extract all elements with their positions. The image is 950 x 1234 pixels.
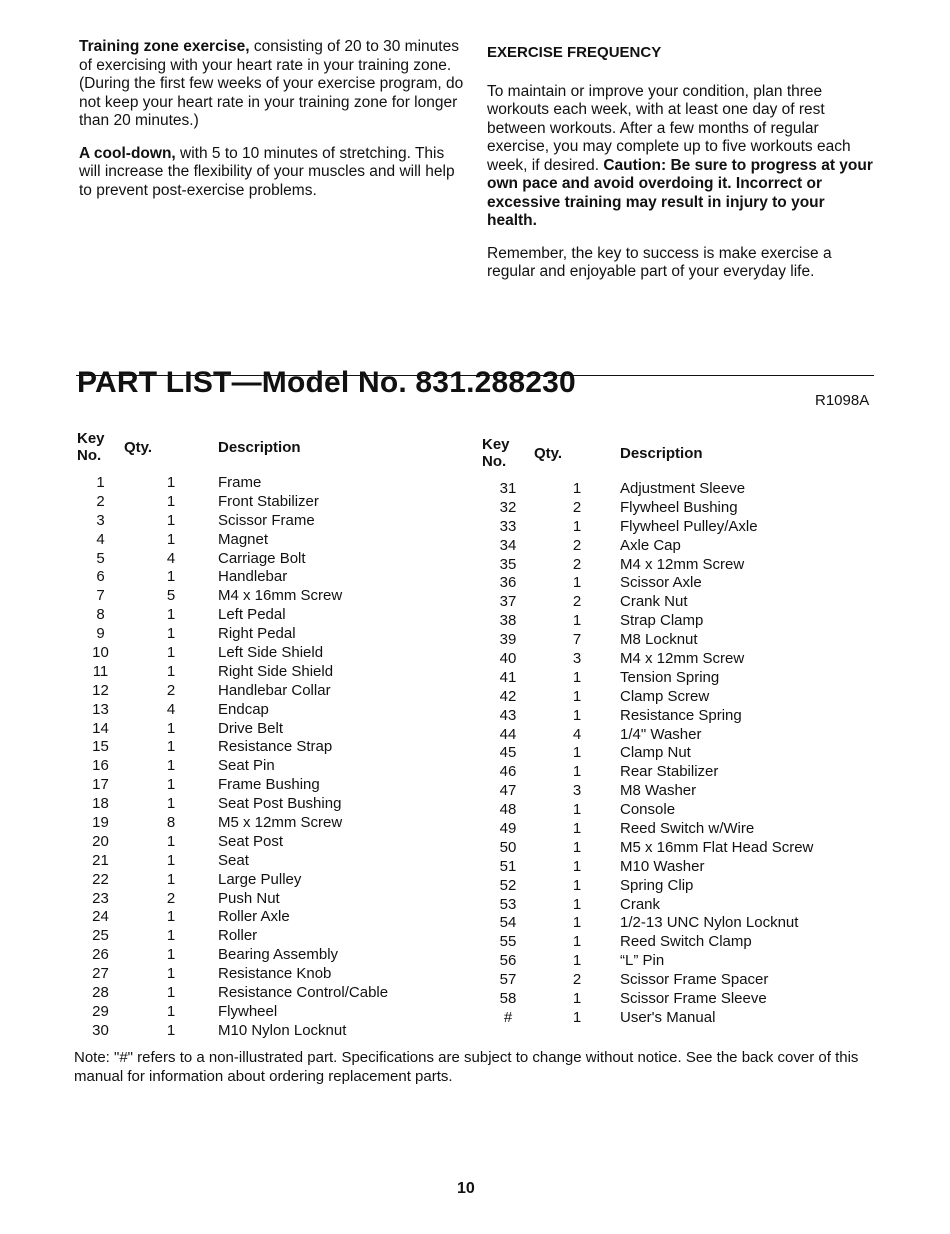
qty-header: Qty. (124, 438, 153, 456)
qty-cell: 1 (572, 989, 582, 1007)
table-row (77, 492, 388, 511)
qty-cell: 8 (166, 813, 176, 831)
cool-down-paragraph (79, 145, 464, 201)
table-row (482, 932, 813, 951)
key-no-header: Key No. (482, 436, 510, 470)
description-cell: Reed Switch w/Wire (620, 819, 755, 837)
table-row (482, 857, 813, 876)
table-row (482, 649, 813, 668)
description-cell: Scissor Axle (620, 574, 702, 592)
key-no-cell: 47 (499, 782, 517, 800)
table-row (482, 895, 813, 914)
description-cell: M10 Nylon Locknut (218, 1021, 347, 1039)
table-row (482, 800, 813, 819)
key-no-cell: 12 (92, 681, 109, 699)
key-no-cell: 18 (92, 795, 109, 813)
description-cell: Handlebar Collar (218, 681, 331, 699)
description-cell: Scissor Frame Sleeve (620, 989, 767, 1007)
table-row (482, 555, 813, 574)
exercise-frequency-heading: EXERCISE FREQUENCY (487, 44, 662, 61)
left-text-column (79, 38, 464, 214)
table-row (482, 876, 813, 895)
key-no-cell: 37 (499, 593, 517, 611)
qty-cell: 1 (572, 801, 582, 819)
description-cell: Tension Spring (620, 668, 720, 686)
description-cell: Resistance Spring (620, 706, 742, 724)
table-row (77, 719, 388, 738)
qty-cell: 1 (166, 511, 176, 529)
key-no-cell: 38 (499, 612, 517, 630)
qty-cell: 1 (166, 643, 176, 661)
key-no-cell: 57 (499, 971, 517, 989)
table-row (77, 737, 388, 756)
qty-cell: 1 (166, 662, 176, 680)
qty-cell: 1 (572, 687, 582, 705)
key-no-cell: 53 (499, 895, 517, 913)
cool-down-text: with 5 to 10 minutes of stretching. This will increase the flexibility of your muscles and will help to prevent post-exercise problems. (79, 144, 455, 199)
table-row (482, 913, 813, 932)
description-cell: Seat Pin (218, 757, 275, 775)
qty-cell: 3 (572, 782, 582, 800)
description-cell: Spring Clip (620, 876, 694, 894)
description-cell: Endcap (218, 700, 269, 718)
table-row (77, 964, 388, 983)
qty-cell: 2 (572, 971, 582, 989)
key-no-cell: 55 (499, 933, 517, 951)
key-no-cell: 42 (499, 687, 517, 705)
qty-cell: 1 (166, 606, 176, 624)
description-cell: Drive Belt (218, 719, 284, 737)
qty-cell: 3 (572, 649, 582, 667)
table-row (77, 549, 388, 568)
description-cell: Large Pulley (218, 870, 302, 888)
key-no-cell: 16 (92, 757, 109, 775)
qty-cell: 1 (166, 795, 176, 813)
key-no-cell: 49 (499, 819, 517, 837)
table-row (77, 586, 388, 605)
description-cell: Adjustment Sleeve (620, 479, 746, 497)
description-cell: Push Nut (218, 889, 280, 907)
table-row (77, 700, 388, 719)
qty-cell: 1 (572, 479, 582, 497)
description-cell: Clamp Nut (620, 744, 691, 762)
key-no-cell: 51 (499, 857, 517, 875)
qty-cell: 1 (166, 1021, 176, 1039)
table-row (77, 832, 388, 851)
qty-cell: 1 (572, 876, 582, 894)
qty-cell: 1 (572, 857, 582, 875)
table-row (482, 743, 813, 762)
key-no-cell: 4 (96, 530, 105, 548)
key-no-cell: 6 (96, 568, 105, 586)
qty-cell: 1 (572, 914, 582, 932)
qty-cell: 1 (166, 946, 176, 964)
table-row (77, 983, 388, 1002)
qty-cell: 2 (572, 555, 582, 573)
key-no-cell: 23 (92, 889, 109, 907)
table-row (77, 775, 388, 794)
qty-cell: 1 (166, 832, 176, 850)
key-no-cell: 21 (92, 851, 109, 869)
table-row (77, 851, 388, 870)
key-no-cell: 10 (92, 643, 109, 661)
description-cell: “L” Pin (620, 952, 665, 970)
qty-header: Qty. (534, 444, 563, 462)
table-row (77, 1021, 388, 1040)
qty-cell: 1 (166, 776, 176, 794)
qty-cell: 1 (572, 706, 582, 724)
qty-cell: 2 (166, 889, 176, 907)
description-header: Description (620, 444, 703, 462)
key-no-cell: 29 (92, 1002, 109, 1020)
table-row (482, 725, 813, 744)
description-cell: Scissor Frame (218, 511, 315, 529)
key-no-cell: 30 (92, 1021, 109, 1039)
key-no-cell: 24 (92, 908, 109, 926)
description-cell: Scissor Frame Spacer (620, 971, 769, 989)
key-no-cell: 26 (92, 946, 109, 964)
table-row (77, 813, 388, 832)
table-row (77, 907, 388, 926)
table-header-row (482, 436, 813, 479)
description-cell: 1/2-13 UNC Nylon Locknut (620, 914, 799, 932)
training-zone-lead: Training zone exercise, (79, 38, 250, 55)
description-cell: Left Pedal (218, 606, 286, 624)
qty-cell: 2 (166, 681, 176, 699)
description-cell: Clamp Screw (620, 687, 710, 705)
table-row (77, 643, 388, 662)
key-no-cell: 48 (499, 801, 517, 819)
qty-cell: 4 (166, 700, 176, 718)
table-row (482, 592, 813, 611)
key-no-cell: 8 (96, 606, 105, 624)
table-row (77, 511, 388, 530)
table-row (482, 479, 813, 498)
key-no-cell: 5 (96, 549, 105, 567)
table-row (482, 970, 813, 989)
cool-down-lead: A cool-down, (79, 144, 176, 162)
table-row (482, 989, 813, 1008)
description-cell: Resistance Strap (218, 738, 333, 756)
footnote: Note: "#" refers to a non-illustrated part. Specifications are subject to change without notice. See the back cover of this manual for information about ordering replacement parts. (74, 1049, 859, 1085)
key-no-cell: 7 (96, 587, 105, 605)
description-cell: 1/4" Washer (620, 725, 702, 743)
qty-cell: 1 (166, 738, 176, 756)
qty-cell: 1 (166, 927, 176, 945)
qty-cell: 2 (572, 498, 582, 516)
description-cell: M8 Washer (620, 782, 697, 800)
key-no-cell: 34 (499, 536, 517, 554)
key-no-cell: 40 (499, 649, 517, 667)
description-cell: Resistance Control/Cable (218, 983, 389, 1001)
key-no-cell: 43 (499, 706, 517, 724)
description-cell: Carriage Bolt (218, 549, 306, 567)
caution-text: Caution: Be sure to progress at your own pace and avoid overdoing it. Incorrect or excessive training may result in injury to your health. (487, 156, 873, 229)
table-row (482, 517, 813, 536)
table-row (77, 926, 388, 945)
parts-table-left-body (77, 473, 388, 1040)
table-row (482, 819, 813, 838)
table-row (77, 794, 388, 813)
table-row (482, 668, 813, 687)
description-cell: Flywheel Pulley/Axle (620, 517, 758, 535)
key-no-cell: 2 (96, 492, 105, 510)
description-cell: Flywheel (218, 1002, 278, 1020)
remember-paragraph: Remember, the key to success is make exercise a regular and enjoyable part of your everyday life. (487, 244, 832, 280)
description-cell: Handlebar (218, 568, 288, 586)
frequency-text: To maintain or improve your condition, plan three workouts each week, with at least one day of rest between workouts. After a few months of regular exercise, you may complete up to five workouts each week, if desired. (487, 82, 851, 174)
key-no-cell: 52 (499, 876, 517, 894)
description-cell: Reed Switch Clamp (620, 933, 752, 951)
key-no-cell: 33 (499, 517, 517, 535)
description-cell: M4 x 12mm Screw (620, 649, 745, 667)
key-no-cell: 36 (499, 574, 517, 592)
table-row (77, 945, 388, 964)
description-cell: Frame Bushing (218, 776, 320, 794)
qty-cell: 1 (572, 668, 582, 686)
qty-cell: 1 (166, 965, 176, 983)
qty-cell: 1 (166, 1002, 176, 1020)
table-row (77, 605, 388, 624)
table-row (77, 756, 388, 775)
key-no-cell: 58 (499, 989, 517, 1007)
key-no-cell: 17 (92, 776, 109, 794)
description-cell: Crank Nut (620, 593, 688, 611)
table-row (482, 498, 813, 517)
key-no-cell: 19 (92, 813, 109, 831)
parts-table-right (482, 436, 813, 1027)
table-row (482, 630, 813, 649)
description-cell: M4 x 12mm Screw (620, 555, 745, 573)
qty-cell: 1 (166, 625, 176, 643)
key-no-cell: 56 (499, 952, 517, 970)
table-row (482, 611, 813, 630)
description-cell: Seat Post (218, 832, 284, 850)
key-no-cell: 31 (499, 479, 517, 497)
key-no-cell: 27 (92, 965, 109, 983)
table-row (77, 681, 388, 700)
description-cell: Bearing Assembly (218, 946, 339, 964)
description-cell: Left Side Shield (218, 643, 324, 661)
parts-table-right-body (482, 479, 813, 1027)
qty-cell: 5 (166, 587, 176, 605)
description-cell: Seat (218, 851, 249, 869)
qty-cell: 1 (572, 763, 582, 781)
key-no-cell: 20 (92, 832, 109, 850)
training-zone-paragraph (79, 38, 464, 131)
qty-cell: 1 (572, 952, 582, 970)
reference-code: R1098A (815, 392, 870, 409)
description-cell: Flywheel Bushing (620, 498, 738, 516)
key-no-cell: 39 (499, 631, 517, 649)
description-cell: Crank (620, 895, 661, 913)
description-cell: Front Stabilizer (218, 492, 319, 510)
key-no-cell: # (503, 1008, 513, 1026)
training-zone-text: consisting of 20 to 30 minutes of exercising with your heart rate in your training zone. (During the first few weeks of your exercise program, do not keep your heart rate in your training zone for longer than 20 minutes.) (79, 38, 464, 129)
table-header-row (77, 430, 388, 473)
description-cell: Frame (218, 473, 262, 491)
qty-cell: 1 (166, 719, 176, 737)
qty-cell: 4 (166, 549, 176, 567)
table-row (77, 870, 388, 889)
qty-cell: 1 (166, 492, 176, 510)
table-row (482, 706, 813, 725)
key-no-cell: 25 (92, 927, 109, 945)
key-no-cell: 41 (499, 668, 517, 686)
key-no-cell: 11 (92, 662, 109, 680)
description-cell: User's Manual (620, 1008, 716, 1026)
description-cell: Roller (218, 927, 258, 945)
qty-cell: 2 (572, 536, 582, 554)
description-cell: M8 Locknut (620, 631, 698, 649)
table-row (77, 624, 388, 643)
description-cell: M4 x 16mm Screw (218, 587, 343, 605)
qty-cell: 4 (572, 725, 582, 743)
qty-cell: 1 (572, 744, 582, 762)
key-no-cell: 32 (499, 498, 517, 516)
table-row (482, 781, 813, 800)
description-cell: M5 x 16mm Flat Head Screw (620, 838, 814, 856)
qty-cell: 2 (572, 593, 582, 611)
qty-cell: 1 (166, 530, 176, 548)
table-row (77, 889, 388, 908)
description-cell: Magnet (218, 530, 269, 548)
qty-cell: 1 (166, 983, 176, 1001)
key-no-cell: 14 (92, 719, 109, 737)
qty-cell: 1 (166, 568, 176, 586)
table-row (482, 838, 813, 857)
key-no-cell: 54 (499, 914, 517, 932)
key-no-header: Key No. (77, 430, 105, 464)
description-header: Description (218, 438, 301, 456)
key-no-cell: 9 (96, 625, 105, 643)
description-cell: Resistance Knob (218, 965, 332, 983)
table-row (77, 1002, 388, 1021)
table-row (482, 536, 813, 555)
description-cell: Roller Axle (218, 908, 290, 926)
qty-cell: 1 (572, 1008, 582, 1026)
table-row (482, 1008, 813, 1027)
table-row (77, 567, 388, 586)
description-cell: Right Pedal (218, 625, 296, 643)
qty-cell: 7 (572, 631, 582, 649)
key-no-cell: 1 (96, 473, 105, 491)
right-text-column (487, 44, 877, 296)
qty-cell: 1 (572, 819, 582, 837)
qty-cell: 1 (572, 838, 582, 856)
description-cell: Right Side Shield (218, 662, 334, 680)
description-cell: Rear Stabilizer (620, 763, 719, 781)
table-row (77, 662, 388, 681)
description-cell: M5 x 12mm Screw (218, 813, 343, 831)
table-row (77, 473, 388, 492)
qty-cell: 1 (166, 757, 176, 775)
description-cell: Strap Clamp (620, 612, 704, 630)
qty-cell: 1 (572, 612, 582, 630)
table-row (482, 951, 813, 970)
frequency-paragraph (487, 83, 877, 231)
key-no-cell: 22 (92, 870, 109, 888)
qty-cell: 1 (572, 895, 582, 913)
qty-cell: 1 (572, 517, 582, 535)
qty-cell: 1 (166, 473, 176, 491)
description-cell: Axle Cap (620, 536, 681, 554)
table-row (77, 530, 388, 549)
table-row (482, 762, 813, 781)
part-list-title: PART LIST—Model No. 831.288230 (77, 366, 576, 399)
key-no-cell: 45 (499, 744, 517, 762)
table-row (482, 573, 813, 592)
key-no-cell: 13 (92, 700, 109, 718)
description-cell: Console (620, 801, 676, 819)
table-row (482, 687, 813, 706)
key-no-cell: 35 (499, 555, 517, 573)
page-number: 10 (457, 1180, 475, 1197)
description-cell: Seat Post Bushing (218, 795, 342, 813)
description-cell: M10 Washer (620, 857, 705, 875)
qty-cell: 1 (572, 933, 582, 951)
parts-table-left (77, 430, 388, 1040)
key-no-cell: 50 (499, 838, 517, 856)
key-no-cell: 28 (92, 983, 109, 1001)
qty-cell: 1 (166, 870, 176, 888)
key-no-cell: 46 (499, 763, 517, 781)
qty-cell: 1 (166, 851, 176, 869)
key-no-cell: 44 (499, 725, 517, 743)
key-no-cell: 3 (96, 511, 105, 529)
qty-cell: 1 (572, 574, 582, 592)
key-no-cell: 15 (92, 738, 109, 756)
qty-cell: 1 (166, 908, 176, 926)
